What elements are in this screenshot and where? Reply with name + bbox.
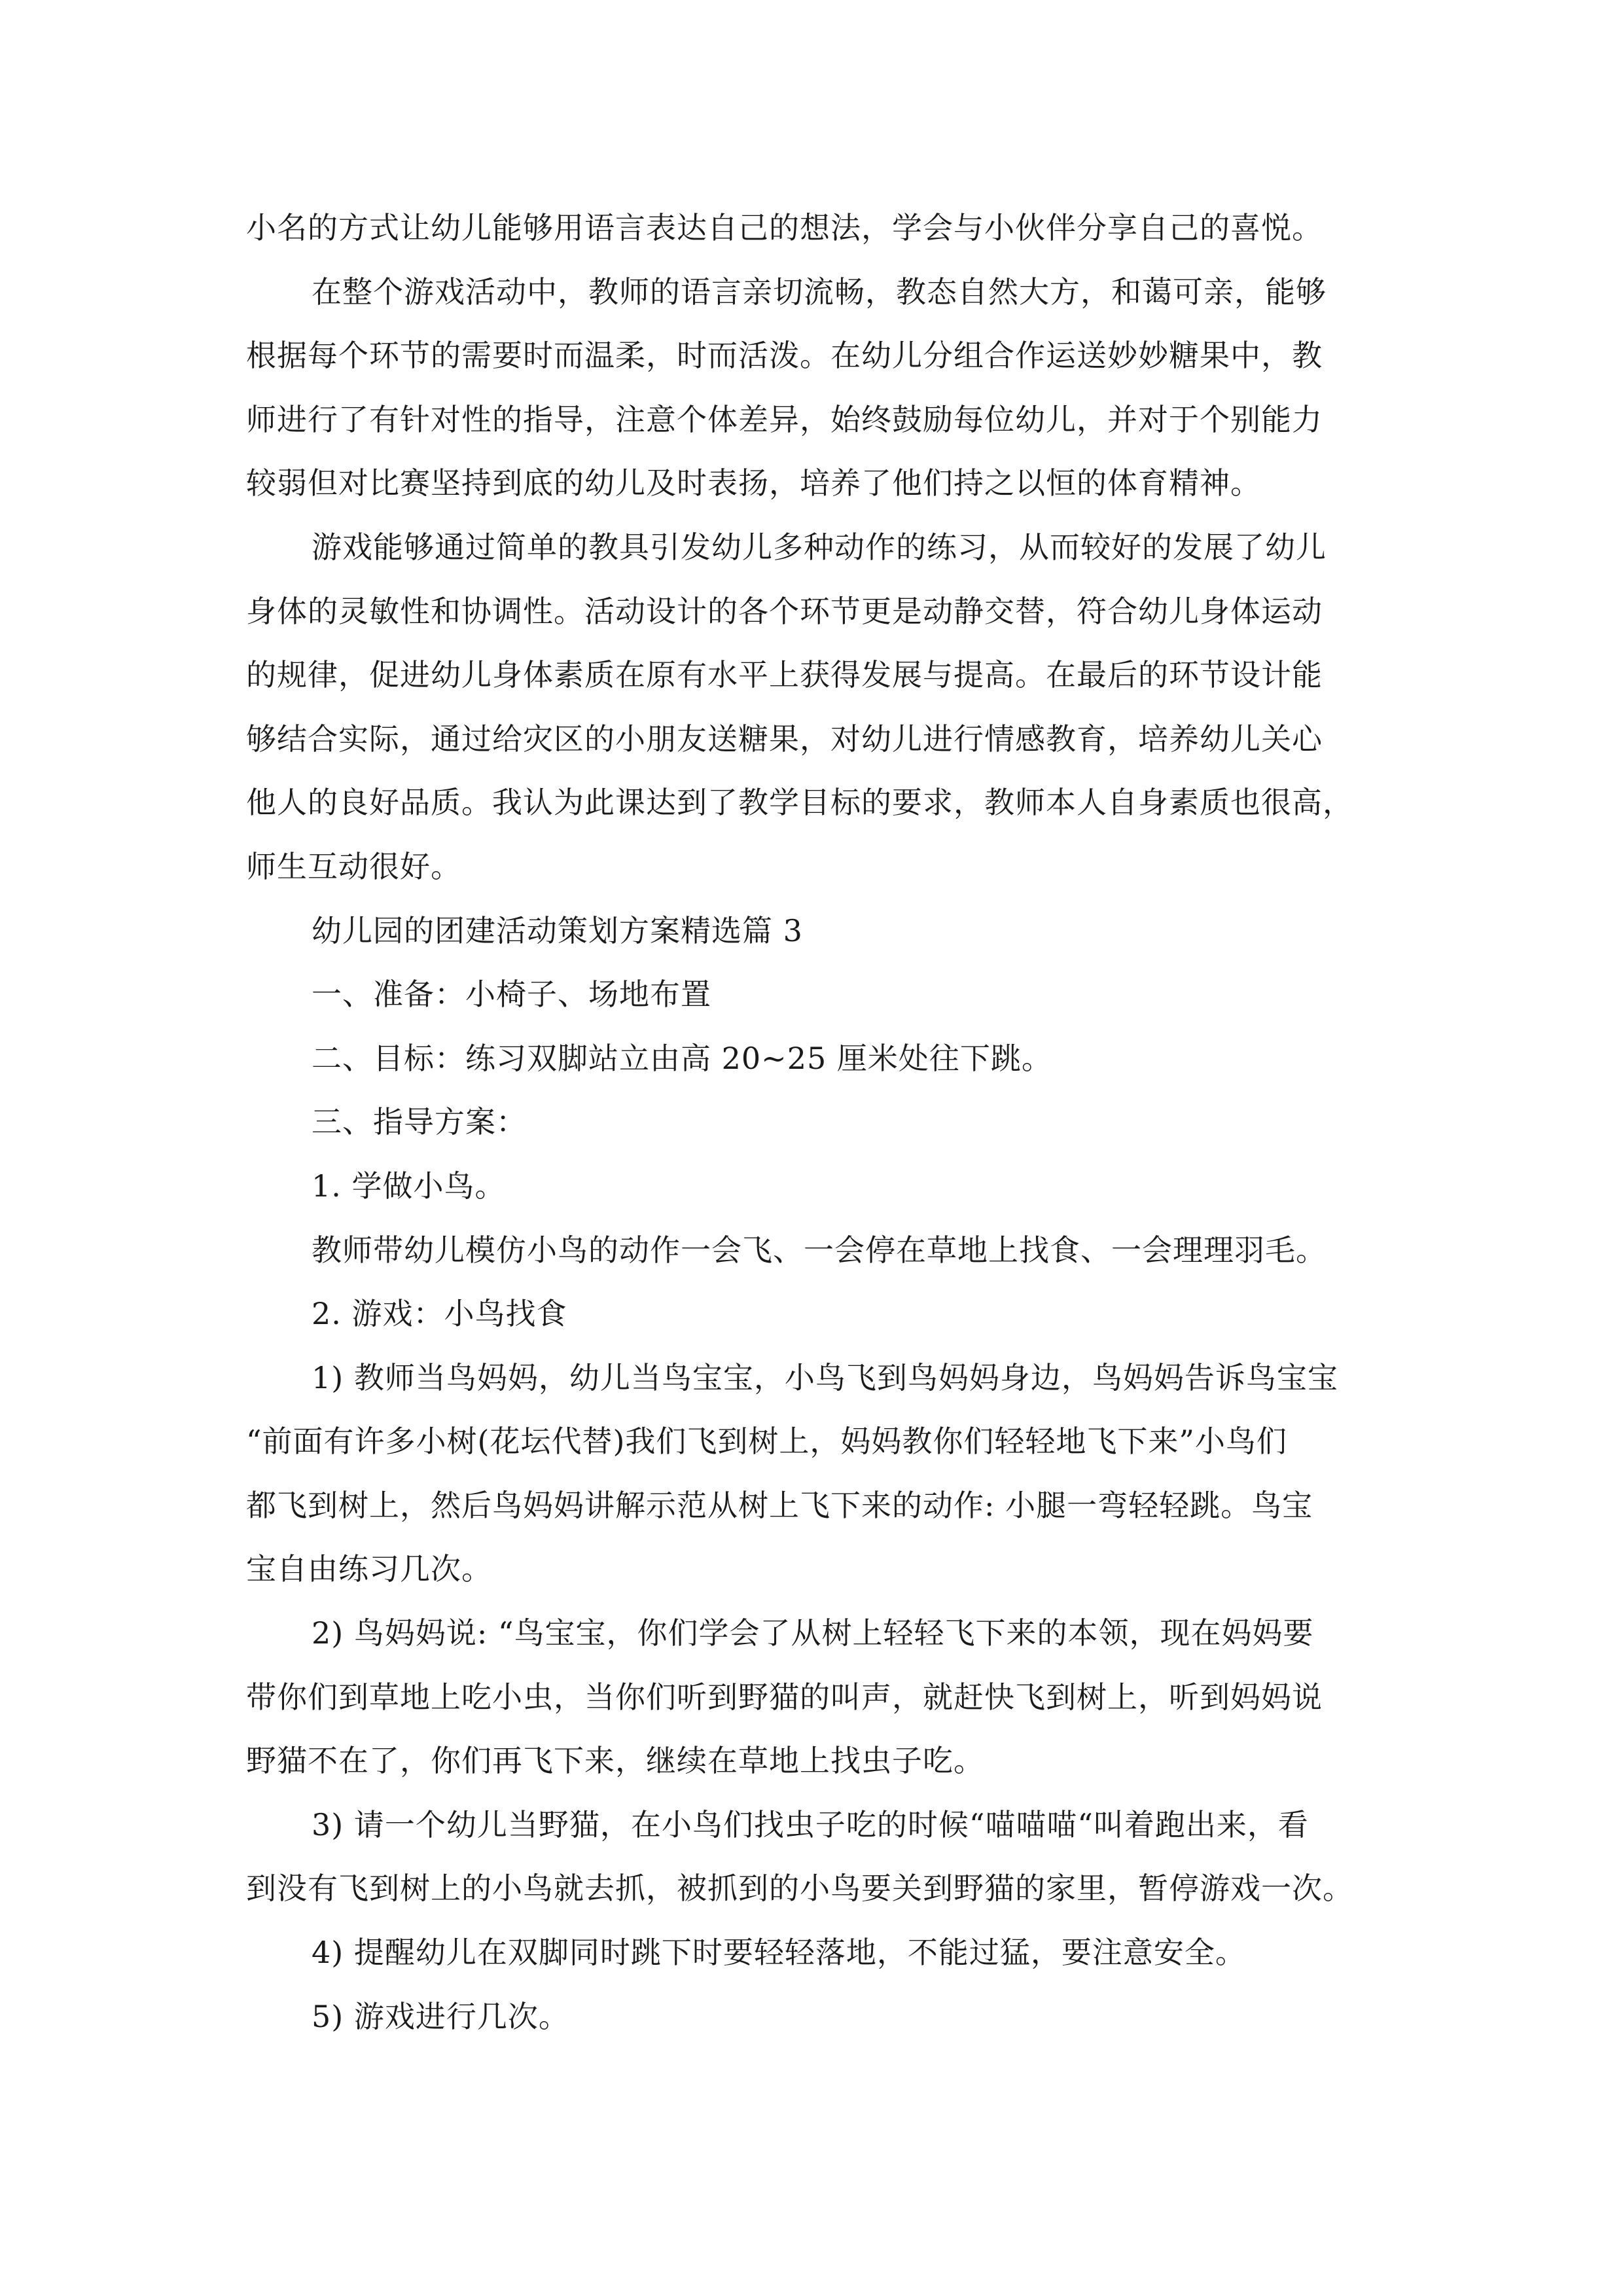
text-line: 小名的方式让幼儿能够用语言表达自己的想法，学会与小伙伴分享自己的喜悦。 [246,210,1323,245]
text-line: 2. 游戏：小鸟找食 [312,1296,567,1332]
text-line: 身体的灵敏性和协调性。活动设计的各个环节更是动静交替，符合幼儿身体运动 [246,593,1323,629]
text-line: 二、目标：练习双脚站立由高 20~25 厘米处往下跳。 [312,1040,1052,1076]
text-line: 一、准备：小椅子、场地布置 [312,977,711,1013]
text-line: 师生互动很好。 [246,848,461,884]
text-line: “前面有许多小树(花坛代替)我们飞到树上，妈妈教你们轻轻地飞下来”小鸟们 [246,1424,1287,1460]
text-line: 到没有飞到树上的小鸟就去抓，被抓到的小鸟要关到野猫的家里，暂停游戏一次。 [246,1871,1353,1907]
text-line: 够结合实际，通过给灾区的小朋友送糖果，对幼儿进行情感教育，培养幼儿关心 [246,721,1323,757]
text-line: 在整个游戏活动中，教师的语言亲切流畅，教态自然大方，和蔼可亲，能够 [312,274,1327,310]
text-line: 幼儿园的团建活动策划方案精选篇 3 [312,912,803,948]
text-line: 带你们到草地上吃小虫，当你们听到野猫的叫声，就赶快飞到树上，听到妈妈说 [246,1679,1323,1715]
text-line: 都飞到树上，然后鸟妈妈讲解示范从树上飞下来的动作: 小腿一弯轻轻跳。鸟宝 [246,1487,1313,1523]
text-line: 的规律，促进幼儿身体素质在原有水平上获得发展与提高。在最后的环节设计能 [246,657,1323,693]
text-line: 5) 游戏进行几次。 [312,1998,569,2034]
text-line: 野猫不在了，你们再飞下来，继续在草地上找虫子吃。 [246,1743,984,1779]
text-line: 师进行了有针对性的指导，注意个体差异，始终鼓励每位幼儿，并对于个别能力 [246,401,1323,437]
text-line: 4) 提醒幼儿在双脚同时跳下时要轻轻落地，不能过猛，要注意安全。 [312,1935,1246,1971]
text-line: 他人的良好品质。我认为此课达到了教学目标的要求，教师本人自身素质也很高， [246,785,1353,821]
document-body [246,196,1385,2049]
text-line: 教师带幼儿模仿小鸟的动作一会飞、一会停在草地上找食、一会理理羽毛。 [312,1232,1327,1268]
text-line: 1) 教师当鸟妈妈，幼儿当鸟宝宝，小鸟飞到鸟妈妈身边，鸟妈妈告诉鸟宝宝 [312,1359,1338,1395]
text-line: 2) 鸟妈妈说: “鸟宝宝，你们学会了从树上轻轻飞下来的本领，现在妈妈要 [312,1615,1314,1651]
text-line: 宝自由练习几次。 [246,1551,492,1587]
text-line: 1. 学做小鸟。 [312,1168,506,1204]
text-line: 根据每个环节的需要时而温柔，时而活泼。在幼儿分组合作运送妙妙糖果中，教 [246,338,1323,374]
text-line: 较弱但对比赛坚持到底的幼儿及时表扬，培养了他们持之以恒的体育精神。 [246,465,1261,501]
text-line: 游戏能够通过简单的教具引发幼儿多种动作的练习，从而较好的发展了幼儿 [312,529,1327,565]
text-line: 三、指导方案： [312,1104,527,1140]
text-line: 3) 请一个幼儿当野猫，在小鸟们找虫子吃的时候“喵喵喵“叫着跑出来，看 [312,1806,1309,1842]
